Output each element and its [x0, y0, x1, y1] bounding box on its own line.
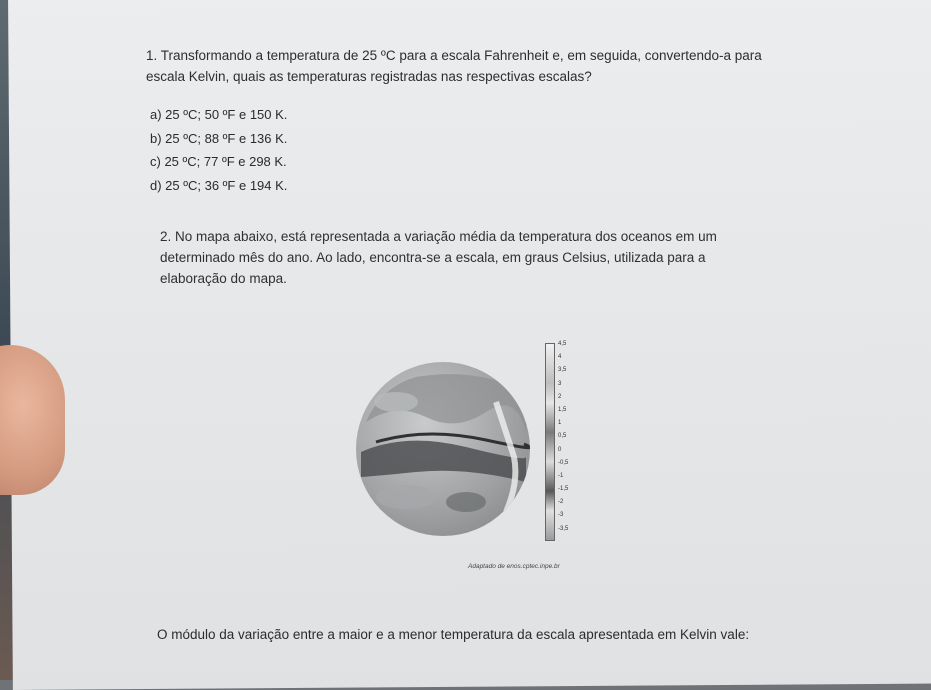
scale-label: -2 [558, 499, 564, 506]
question-2 [160, 226, 770, 289]
globe-map-graphic [356, 362, 530, 536]
option-c: c) 25 ºC; 77 ºF e 298 K. [150, 154, 287, 169]
ocean-temperature-globe-icon [356, 362, 530, 536]
figure-credit: Adaptado de enos.cptec.inpe.br [468, 563, 560, 570]
temperature-scale-bar [545, 343, 555, 541]
option-a: a) 25 ºC; 50 ºF e 150 K. [150, 107, 288, 122]
scale-label: 3 [558, 380, 562, 387]
scale-label: 1 [558, 420, 562, 427]
scale-label: -1 [558, 472, 564, 479]
temperature-scale-labels [558, 338, 588, 536]
scale-label: -3 [558, 512, 564, 519]
scale-label: 3,5 [558, 367, 567, 374]
scale-label: 1,5 [558, 406, 567, 413]
option-d: d) 25 ºC; 36 ºF e 194 K. [150, 177, 288, 193]
scale-label: 4,5 [558, 341, 567, 347]
question-2-text: 2. No mapa abaixo, está representada a variação média da temperatura dos oceanos em um determinado mês do ano. Ao lado, encontra-se a escala, em graus Celsius, utilizada para a elaboração do mapa. [160, 229, 717, 286]
scale-label: 2 [558, 393, 562, 400]
scale-label: -0,5 [558, 459, 569, 466]
question-1 [146, 45, 766, 197]
question-1-options [146, 103, 766, 197]
scale-label: 4 [558, 354, 562, 361]
scale-label: -3,5 [558, 525, 569, 532]
option-b: b) 25 ºC; 88 ºF e 136 K. [150, 130, 288, 146]
scale-label: 0,5 [558, 433, 567, 440]
bottom-question-text: O módulo da variação entre a maior e a menor temperatura da escala apresentada em Kelvin vale: [157, 627, 750, 642]
question-1-text: 1. Transformando a temperatura de 25 ºC para a escala Fahrenheit e, em seguida, convertendo-a para escala Kelvin, quais as temperaturas registradas nas respectivas escalas? [146, 48, 762, 84]
scale-label: -1,5 [558, 486, 569, 493]
scale-label: 0 [558, 446, 562, 453]
